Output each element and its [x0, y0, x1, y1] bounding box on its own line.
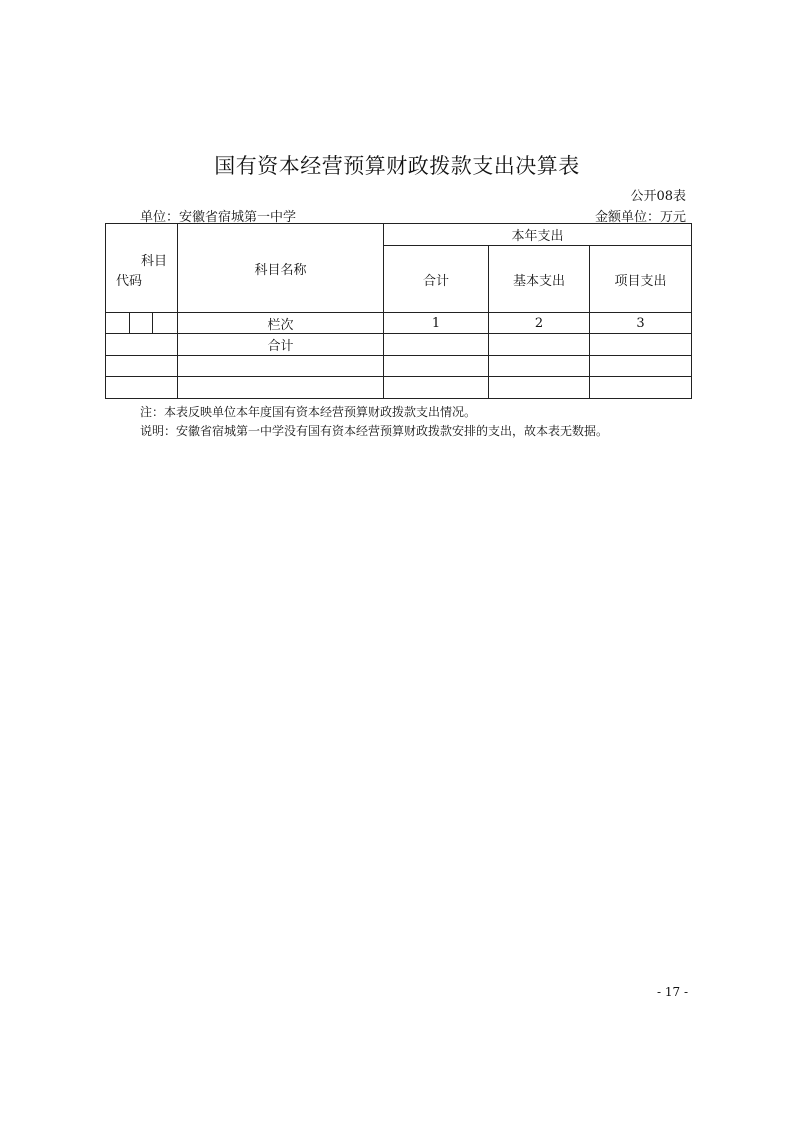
table-cell	[106, 356, 178, 377]
project-header: 项目支出	[614, 273, 667, 289]
table-cell	[178, 334, 384, 356]
table-cell	[489, 313, 590, 334]
expenditure-table	[105, 223, 692, 399]
code-header-bottom: 代码	[116, 274, 143, 289]
unit-label: 单位：安徽省宿城第一中学	[140, 210, 297, 225]
table-cell	[178, 356, 384, 377]
table-cell	[590, 334, 692, 356]
table-cell	[178, 377, 384, 399]
table-cell	[153, 313, 178, 334]
code-header-cell	[106, 224, 178, 313]
money-unit-label: 金额单位：万元	[594, 210, 686, 225]
table-cell	[384, 377, 489, 399]
basic-header-cell	[489, 246, 590, 313]
note-line-1: 注：本表反映单位本年度国有资本经营预算财政拨款支出情况。	[140, 405, 477, 419]
code-header-top: 科目	[141, 254, 168, 269]
document-title: 国有资本经营预算财政拨款支出决算表	[214, 154, 580, 178]
row-index-c2: 2	[534, 315, 544, 331]
table-cell	[590, 356, 692, 377]
basic-header: 基本支出	[513, 273, 566, 289]
header-row-1	[106, 224, 692, 246]
group-header-cell	[384, 224, 692, 246]
table-row-empty	[106, 377, 692, 399]
total-header: 合计	[423, 273, 450, 289]
table-cell	[489, 356, 590, 377]
table-cell	[590, 377, 692, 399]
table-cell	[106, 334, 178, 356]
table-cell	[106, 313, 130, 334]
name-header-cell	[178, 224, 384, 313]
row-index-c1: 1	[431, 315, 441, 331]
table-cell	[384, 334, 489, 356]
table-cell	[178, 313, 384, 334]
table-row-index	[106, 313, 692, 334]
name-header: 科目名称	[254, 262, 307, 278]
table-cell	[106, 377, 178, 399]
table-cell	[489, 334, 590, 356]
project-header-cell	[590, 246, 692, 313]
notes	[140, 403, 608, 441]
table-cell	[384, 356, 489, 377]
table-row-total	[106, 334, 692, 356]
page-number: - 17 -	[656, 985, 688, 999]
table-cell	[590, 313, 692, 334]
table-cell	[384, 313, 489, 334]
group-header: 本年支出	[511, 229, 564, 244]
row-index-c3: 3	[636, 315, 645, 331]
form-number: 公开08表	[630, 189, 686, 204]
row-total-label: 合计	[267, 339, 294, 354]
table-row-empty	[106, 356, 692, 377]
note-line-2: 说明：安徽省宿城第一中学没有国有资本经营预算财政拨款安排的支出，故本表无数据。	[140, 424, 609, 438]
total-header-cell	[384, 246, 489, 313]
table-cell	[130, 313, 153, 334]
table-cell	[489, 377, 590, 399]
row-index-label: 栏次	[267, 317, 294, 333]
